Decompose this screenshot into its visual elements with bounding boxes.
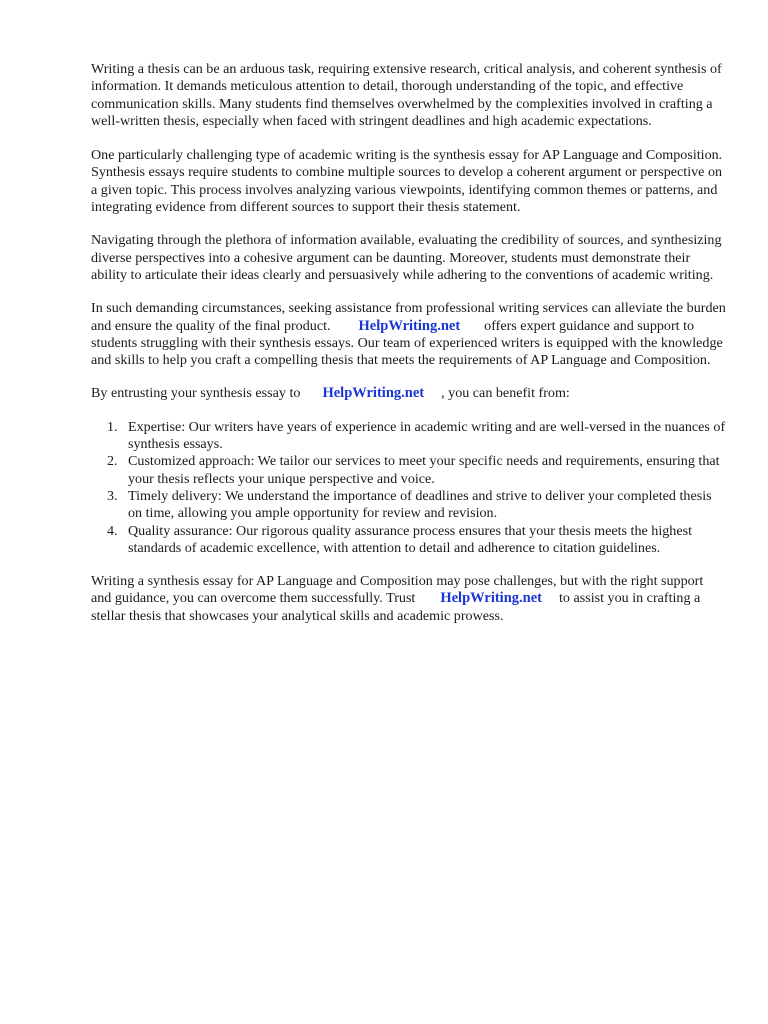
list-item-number: 4. <box>107 522 118 539</box>
paragraph-assistance-text-after: offers expert guidance and support to students struggling with their synthesis essays. Our team of experienced writers is equipped with the knowledge and skills to help you craft a compelling thesis that meets the requirements of AP Language and Composition. <box>91 317 723 369</box>
list-item-number: 3. <box>107 487 118 504</box>
list-item-text: Expertise: Our writers have years of experience in academic writing and are well-versed in the nuances of synthesis essays. <box>128 418 726 453</box>
paragraph-conclusion-text-after: to assist you in crafting a stellar thesis that showcases your analytical skills and academic prowess. <box>91 590 701 624</box>
list-item-text: Timely delivery: We understand the importance of deadlines and strive to deliver your completed thesis on time, allowing you ample opportunity for review and revision. <box>128 487 712 522</box>
paragraph-entrusting-text-after: , you can benefit from: <box>441 385 570 402</box>
document-page <box>91 61 727 641</box>
helpwriting-link-3[interactable]: HelpWriting.net <box>440 590 542 607</box>
helpwriting-link-2[interactable]: HelpWriting.net <box>322 385 425 402</box>
list-item-number: 2. <box>107 453 118 470</box>
list-item <box>91 419 727 454</box>
paragraph-assistance-text-before: In such demanding circumstances, seeking assistance from professional writing services can alleviate the burden and ensure the quality of the final product. <box>91 300 726 334</box>
helpwriting-link-1[interactable]: HelpWriting.net <box>358 317 461 334</box>
list-item-number: 1. <box>107 418 118 435</box>
paragraph-challenges: Navigating through the plethora of information available, evaluating the credibility of sources, and synthesizing diverse perspectives into a cohesive argument can be daunting. Moreover, students must demonstrate their ability to articulate their ideas clearly and persuasively while adhering to the conventions of academic writing. <box>91 232 722 283</box>
list-item-text: Customized approach: We tailor our services to meet your specific needs and requirements, ensuring that your thesis reflects your unique perspective and voice. <box>128 453 720 487</box>
paragraph-conclusion <box>91 573 727 625</box>
paragraph-intro: Writing a thesis can be an arduous task, requiring extensive research, critical analysis, and coherent synthesis of information. It demands meticulous attention to detail, thorough understanding of the topic, and effective communication skills. Many students find themselves overwhelmed by the complexities involved in crafting a well-written thesis, especially when faced with stringent deadlines and high academic expectations. <box>91 61 722 129</box>
paragraph-entrusting-text-before: By entrusting your synthesis essay to <box>91 385 301 402</box>
list-item <box>91 523 727 558</box>
benefits-list <box>91 419 727 557</box>
list-item <box>91 488 727 523</box>
paragraph-assistance <box>91 300 727 369</box>
paragraph-entrusting <box>91 385 727 402</box>
paragraph-synthesis-essay: One particularly challenging type of academic writing is the synthesis essay for AP Language and Composition. Synthesis essays require students to combine multiple sources to develop a coherent argument or perspective on a given topic. This process involves analyzing various viewpoints, identifying common themes or patterns, and integrating evidence from different sources to support their thesis statement. <box>91 147 723 216</box>
paragraph-conclusion-text-before: Writing a synthesis essay for AP Language and Composition may pose challenges, but with the right support and guidance, you can overcome them successfully. Trust <box>91 573 704 607</box>
list-item-text: Quality assurance: Our rigorous quality assurance process ensures that your thesis meets the highest standards of academic excellence, with attention to detail and adherence to citation guidelines. <box>128 522 692 556</box>
list-item <box>91 453 727 488</box>
